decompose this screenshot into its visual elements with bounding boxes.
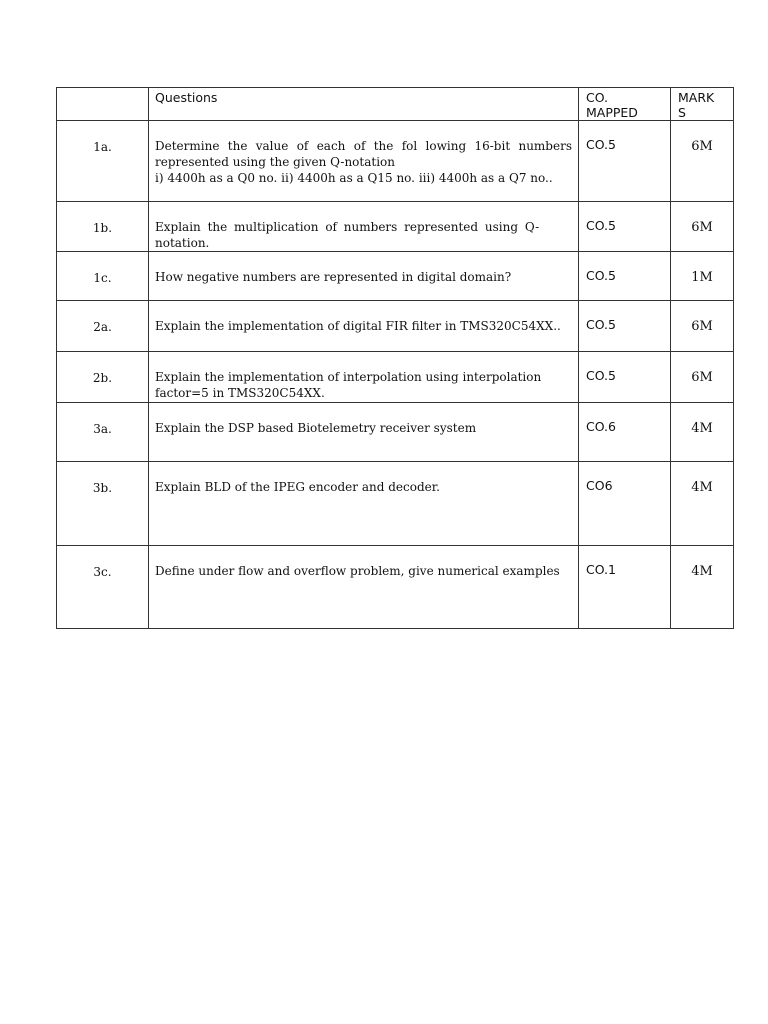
question-text: Explain the implementation of interpolation using interpolation factor=5 in TMS320C54XX.	[149, 352, 579, 403]
question-number: 3b.	[57, 462, 149, 546]
table-row	[57, 462, 734, 546]
table-header-row	[57, 88, 734, 121]
co-mapped: CO.5	[579, 202, 671, 252]
header-marks-cell: MARK S	[671, 88, 734, 121]
table-row	[57, 202, 734, 252]
marks: 1M	[671, 252, 734, 301]
question-number: 1b.	[57, 202, 149, 252]
question-number: 2a.	[57, 301, 149, 352]
question-text: Determine the value of each of the fol lowing 16-bit numbers represented using the given Q-notation i) 4400h as a Q0 no. ii) 4400h as a Q15 no. iii) 4400h as a Q7 no..	[149, 121, 579, 202]
question-text: Explain the DSP based Biotelemetry receiver system	[149, 403, 579, 462]
header-co-mapped-cell: CO. MAPPED	[579, 88, 671, 121]
co-mapped: CO.5	[579, 301, 671, 352]
question-text: Explain BLD of the IPEG encoder and decoder.	[149, 462, 579, 546]
marks: 6M	[671, 301, 734, 352]
marks: 6M	[671, 352, 734, 403]
table-row	[57, 301, 734, 352]
question-number: 1a.	[57, 121, 149, 202]
table-row	[57, 352, 734, 403]
question-number: 1c.	[57, 252, 149, 301]
marks: 6M	[671, 202, 734, 252]
question-table	[56, 87, 734, 629]
co-mapped: CO.5	[579, 121, 671, 202]
question-text: How negative numbers are represented in digital domain?	[149, 252, 579, 301]
co-mapped: CO.5	[579, 252, 671, 301]
marks: 4M	[671, 546, 734, 629]
marks: 4M	[671, 403, 734, 462]
question-number: 3a.	[57, 403, 149, 462]
question-text: Explain the implementation of digital FIR filter in TMS320C54XX..	[149, 301, 579, 352]
table-row	[57, 252, 734, 301]
table-row	[57, 403, 734, 462]
co-mapped: CO.5	[579, 352, 671, 403]
question-text: Define under flow and overflow problem, give numerical examples	[149, 546, 579, 629]
table-row	[57, 546, 734, 629]
question-text: Explain the multiplication of numbers represented using Q-notation.	[149, 202, 579, 252]
header-questions-cell: Questions	[149, 88, 579, 121]
co-mapped: CO.6	[579, 403, 671, 462]
co-mapped: CO6	[579, 462, 671, 546]
marks: 6M	[671, 121, 734, 202]
marks: 4M	[671, 462, 734, 546]
question-number: 2b.	[57, 352, 149, 403]
header-number-cell	[57, 88, 149, 121]
co-mapped: CO.1	[579, 546, 671, 629]
question-number: 3c.	[57, 546, 149, 629]
table-row	[57, 121, 734, 202]
